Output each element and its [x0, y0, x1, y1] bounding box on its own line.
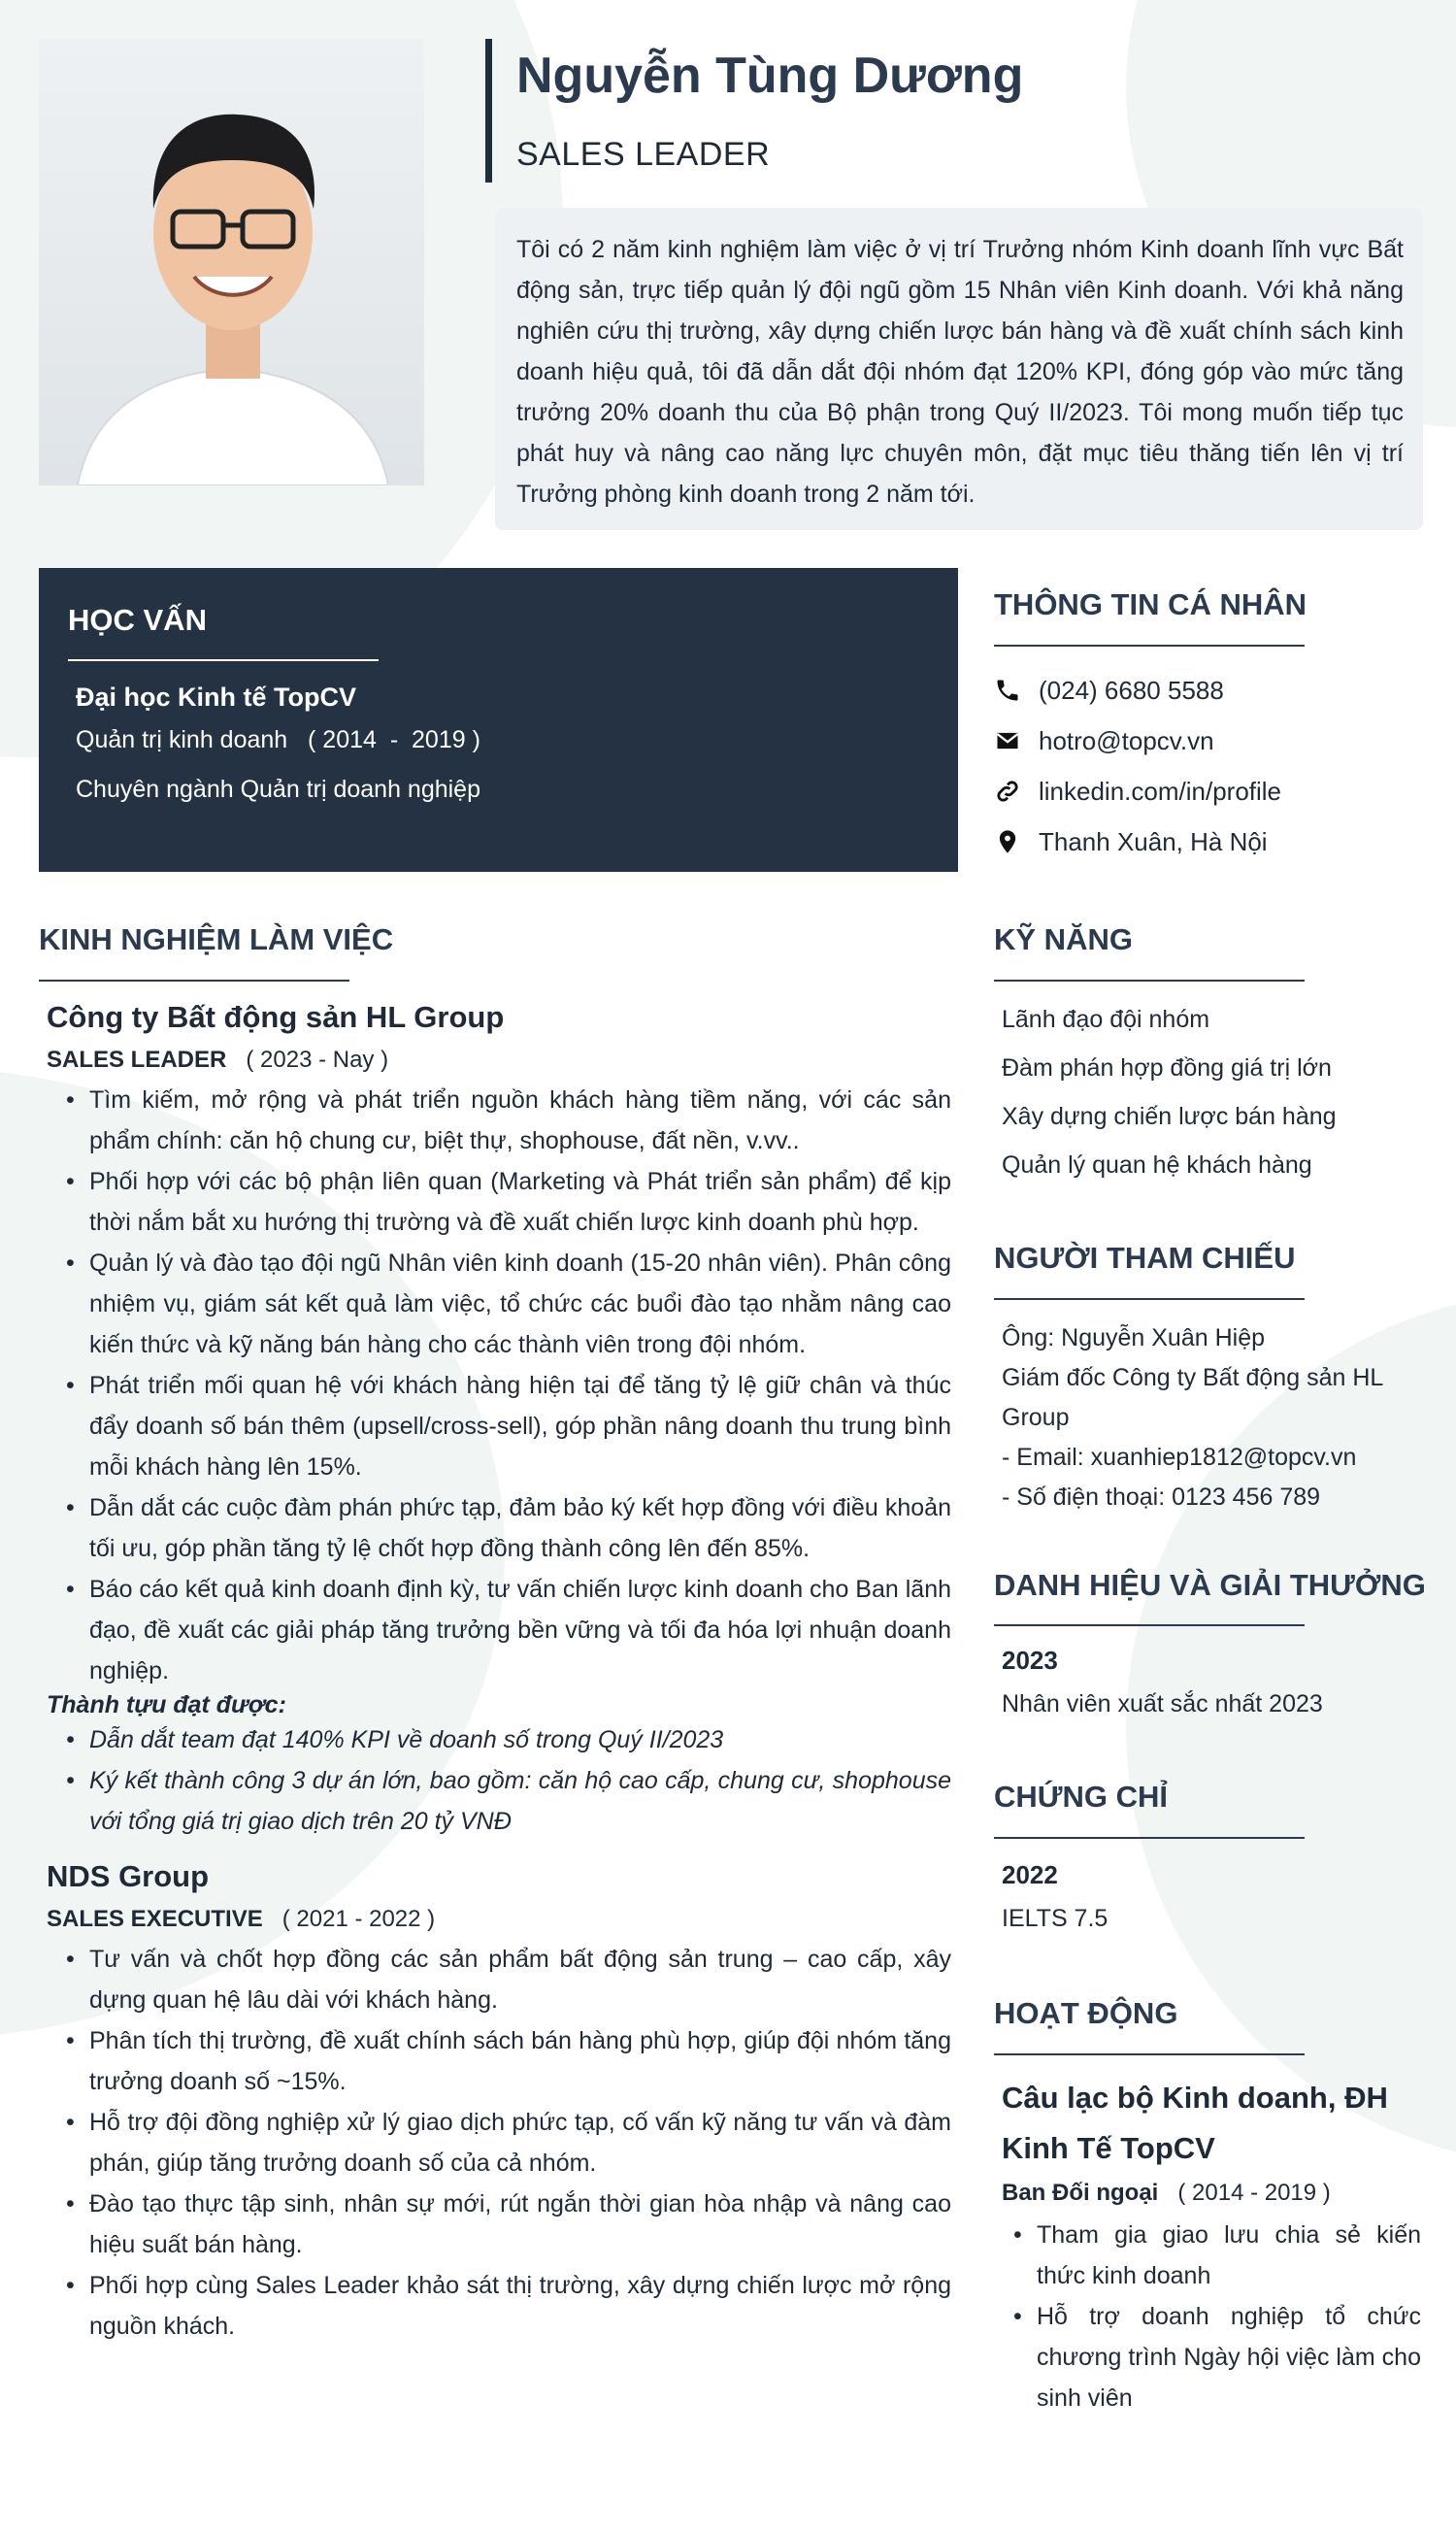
list-item: • Dẫn dắt team đạt 140% KPI về doanh số trong Quý II/2023: [47, 1719, 951, 1760]
heading-divider: [994, 1624, 1305, 1626]
activity-bullets: [994, 2215, 1421, 2418]
list-item: • Quản lý và đào tạo đội ngũ Nhân viên kinh doanh (15-20 nhân viên). Phân công nhiệm vụ, giám sát kết quả làm việc, tổ chức các buổi đào tạo nhằm nâng cao kiến thức và kỹ năng bán hàng cho các thành viên trong đội nhóm.: [47, 1243, 951, 1365]
list-item: • Tư vấn và chốt hợp đồng các sản phẩm bất động sản trung – cao cấp, xây dựng quan hệ lâu dài với khách hàng.: [47, 1939, 951, 2020]
contact-list: [994, 665, 1421, 867]
career-summary: Tôi có 2 năm kinh nghiệm làm việc ở vị trí Trưởng nhóm Kinh doanh lĩnh vực Bất động sản, trực tiếp quản lý đội ngũ gồm 15 Nhân viên Kinh doanh. Với khả năng nghiên cứu thị trường, xây dựng chiến lược bán hàng và đề xuất chính sách kinh doanh hiệu quả, tôi đã dẫn dắt đội nhóm đạt 120% KPI, đóng góp vào mức tăng trưởng 20% doanh thu của Bộ phận trong Quý II/2023. Tôi mong muốn tiếp tục phát huy và nâng cao năng lực chuyên môn, đặt mục tiêu thăng tiến lên vị trí Trưởng phòng kinh doanh trong 2 năm tới.: [495, 208, 1423, 530]
candidate-title: SALES LEADER: [516, 136, 771, 173]
list-item: • Hỗ trợ đội đồng nghiệp xử lý giao dịch phức tạp, cố vấn kỹ năng tư vấn và đàm phán, giúp tăng trưởng doanh số của cả nhóm.: [47, 2102, 951, 2184]
certificate-name: IELTS 7.5: [1002, 1905, 1109, 1932]
heading-divider: [994, 645, 1305, 647]
skills-list: [994, 995, 1421, 1189]
section-heading-education: HỌC VẤN: [68, 603, 207, 637]
list-item: • Phối hợp cùng Sales Leader khảo sát thị trường, xây dựng chiến lược mở rộng nguồn khách.: [47, 2265, 951, 2347]
activities-block: [994, 2073, 1421, 2418]
job-role-line: [47, 1906, 951, 1933]
job-role: SALES LEADER: [47, 1047, 227, 1073]
certificates-block: [994, 1860, 1421, 1943]
awards-block: [994, 1646, 1421, 1728]
list-item: • Hỗ trợ doanh nghiệp tổ chức chương trình Ngày hội việc làm cho sinh viên: [994, 2296, 1421, 2418]
name-accent-bar: [485, 39, 492, 183]
job-company: NDS Group: [47, 1859, 210, 1893]
achievement-bullets: [47, 1719, 951, 1842]
list-item: • Tham gia giao lưu chia sẻ kiến thức kinh doanh: [994, 2215, 1421, 2296]
envelope-icon: [994, 727, 1021, 754]
location-pin-icon: [994, 828, 1021, 855]
award-year: 2023: [1002, 1646, 1058, 1675]
phone-icon: [994, 677, 1021, 704]
reference-email: - Email: xuanhiep1812@topcv.vn: [1002, 1444, 1357, 1471]
reference-phone: - Số điện thoại: 0123 456 789: [1002, 1484, 1321, 1511]
job-company: Công ty Bất động sản HL Group: [47, 1000, 505, 1034]
candidate-name: Nguyễn Tùng Dương: [516, 48, 1024, 104]
section-heading-awards: DANH HIỆU VÀ GIẢI THƯỞNG: [994, 1568, 1426, 1602]
references-block: [994, 1318, 1421, 1517]
list-item: • Đào tạo thực tập sinh, nhân sự mới, rút ngắn thời gian hòa nhập và nâng cao hiệu suất bán hàng.: [47, 2184, 951, 2265]
heading-divider: [68, 659, 379, 661]
phone-number: (024) 6680 5588: [1039, 675, 1224, 705]
award-name: Nhân viên xuất sắc nhất 2023: [1002, 1690, 1323, 1717]
contact-linkedin: [994, 766, 1421, 817]
job-period: ( 2023 - Nay ): [246, 1047, 389, 1073]
job-role: SALES EXECUTIVE: [47, 1906, 263, 1932]
education-specialization: Chuyên ngành Quản trị doanh nghiệp: [76, 776, 480, 803]
job-bullets: [47, 1080, 951, 1691]
heading-divider: [994, 1298, 1305, 1300]
heading-divider: [994, 980, 1305, 982]
education-section: [39, 568, 958, 872]
email-address[interactable]: hotro@topcv.vn: [1039, 725, 1214, 755]
link-icon: [994, 778, 1021, 805]
activity-role: Ban Đối ngoại: [1002, 2180, 1159, 2206]
skill-item: Quản lý quan hệ khách hàng: [1002, 1151, 1312, 1179]
job-period: ( 2021 - 2022 ): [281, 1906, 436, 1932]
section-heading-certificates: CHỨNG CHỈ: [994, 1780, 1168, 1814]
list-item: • Báo cáo kết quả kinh doanh định kỳ, tư vấn chiến lược kinh doanh cho Ban lãnh đạo, đề xuất các giải pháp tăng trưởng bền vững và tối đa hóa lợi nhuận doanh nghiệp.: [47, 1569, 951, 1691]
skill-item: Xây dựng chiến lược bán hàng: [1002, 1103, 1337, 1130]
linkedin-url[interactable]: linkedin.com/in/profile: [1039, 776, 1282, 806]
achievements-title: Thành tựu đạt được:: [47, 1691, 286, 1718]
job-bullets: [47, 1939, 951, 2347]
heading-divider: [39, 980, 349, 982]
section-heading-personal-info: THÔNG TIN CÁ NHÂN: [994, 587, 1307, 621]
list-item: • Tìm kiếm, mở rộng và phát triển nguồn khách hàng tiềm năng, với các sản phẩm chính: căn hộ chung cư, biệt thự, shophouse, đất nền, v.vv..: [47, 1080, 951, 1161]
experience-list: [47, 1000, 951, 2347]
activity-role-line: [1002, 2180, 1421, 2207]
list-item: • Dẫn dắt các cuộc đàm phán phức tạp, đảm bảo ký kết hợp đồng với điều khoản tối ưu, góp phần tăng tỷ lệ chốt hợp đồng thành công lên đến 85%.: [47, 1487, 951, 1569]
activity-period: ( 2014 - 2019 ): [1177, 2180, 1331, 2206]
activity-org: Câu lạc bộ Kinh doanh, ĐH Kinh Tế TopCV: [1002, 2081, 1388, 2165]
section-heading-references: NGƯỜI THAM CHIẾU: [994, 1241, 1296, 1275]
contact-phone: [994, 665, 1421, 716]
education-major: Quản trị kinh doanh ( 2014 - 2019 ): [76, 726, 480, 753]
contact-address: [994, 817, 1421, 867]
skill-item: Đàm phán hợp đồng giá trị lớn: [1002, 1054, 1332, 1082]
heading-divider: [994, 2053, 1305, 2055]
job-role-line: [47, 1047, 951, 1074]
section-heading-skills: KỸ NĂNG: [994, 922, 1133, 956]
list-item: • Phát triển mối quan hệ với khách hàng hiện tại để tăng tỷ lệ giữ chân và thúc đẩy doanh số bán thêm (upsell/cross-sell), góp phần nâng doanh thu trung bình mỗi khách hàng lên 15%.: [47, 1365, 951, 1487]
list-item: • Phân tích thị trường, đề xuất chính sách bán hàng phù hợp, giúp đội nhóm tăng trưởng doanh số ~15%.: [47, 2020, 951, 2102]
address: Thanh Xuân, Hà Nội: [1039, 826, 1268, 856]
certificate-year: 2022: [1002, 1860, 1058, 1889]
reference-person: Ông: Nguyễn Xuân Hiệp: [1002, 1324, 1266, 1351]
list-item: • Phối hợp với các bộ phận liên quan (Marketing và Phát triển sản phẩm) để kịp thời nắm bắt xu hướng thị trường và đề xuất chiến lược kinh doanh phù hợp.: [47, 1161, 951, 1243]
education-school: Đại học Kinh tế TopCV: [76, 683, 356, 712]
person-portrait-icon: [39, 39, 424, 485]
section-heading-activities: HOẠT ĐỘNG: [994, 1996, 1178, 2030]
contact-email: [994, 716, 1421, 766]
skill-item: Lãnh đạo đội nhóm: [1002, 1006, 1210, 1033]
reference-position: Giám đốc Công ty Bất động sản HL Group: [1002, 1364, 1383, 1431]
section-heading-experience: KINH NGHIỆM LÀM VIỆC: [39, 922, 394, 956]
profile-photo: [39, 39, 424, 485]
list-item: • Ký kết thành công 3 dự án lớn, bao gồm: căn hộ cao cấp, chung cư, shophouse với tổng giá trị giao dịch trên 20 tỷ VNĐ: [47, 1760, 951, 1842]
heading-divider: [994, 1837, 1305, 1839]
